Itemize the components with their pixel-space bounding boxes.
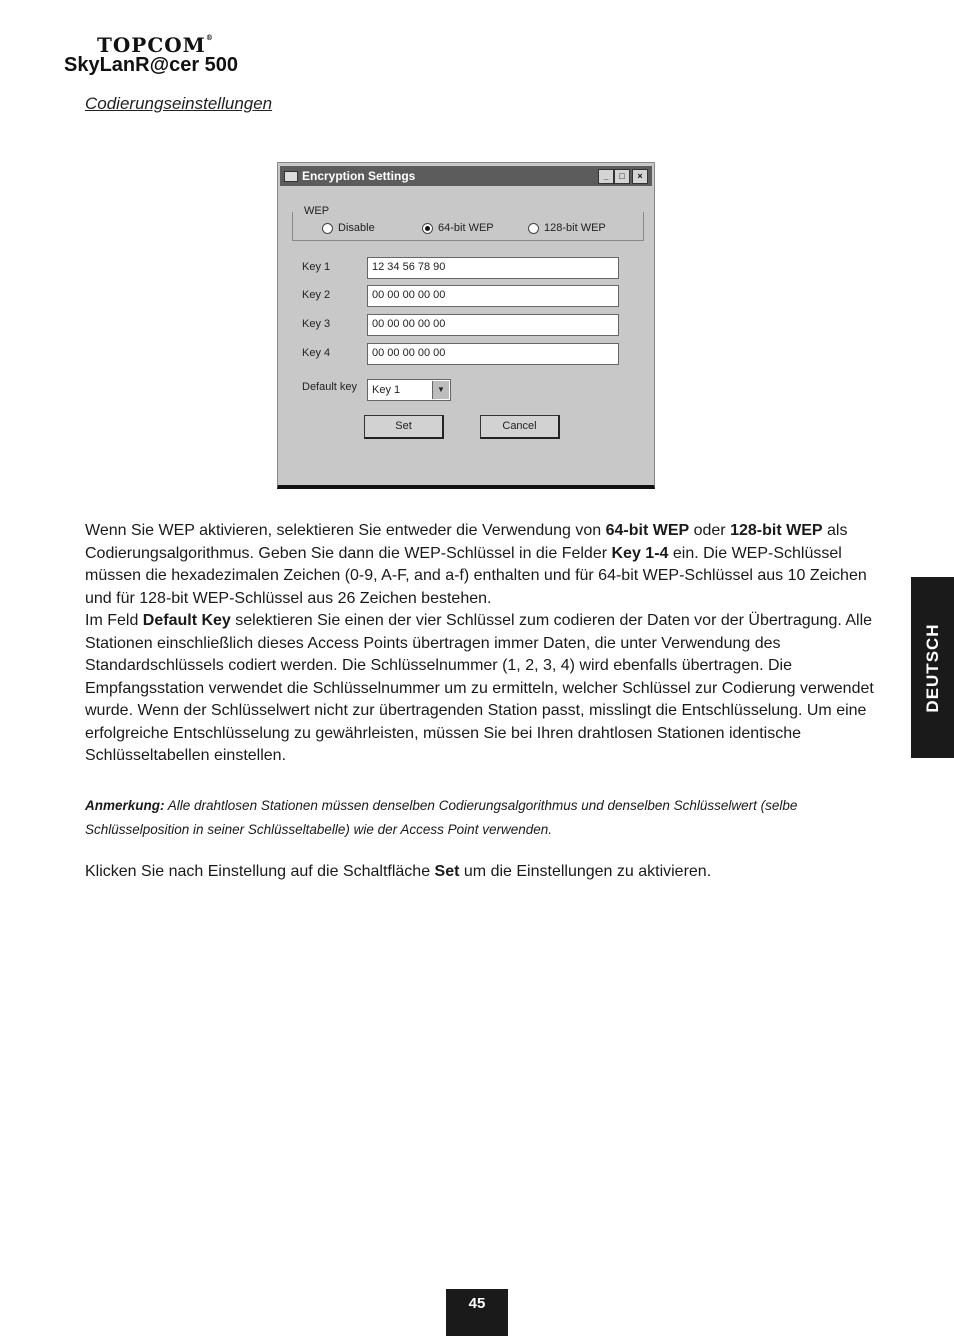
paragraph-wep: Wenn Sie WEP aktivieren, selektieren Sie entweder die Verwendung von 64-bit WEP oder 128-bit WEP als Codierungsalgorithmus. Geben Sie dann die WEP-Schlüssel in die Felder Key 1-4 ein. Die WEP-Schlüssel müssen die hexadezimalen Zeichen (0-9, A-F, and a-f) enthalten und für 64-bit WEP-Schlüssel aus 10 Zeichen und für 128-bit WEP-Schlüssel aus 26 Zeichen bestehen. [85,522,867,607]
key3-input[interactable]: 00 00 00 00 00 [367,314,619,336]
section-title: Codierungseinstellungen [85,94,273,113]
product-name: SkyLanR@cer 500 [64,54,239,76]
cancel-button[interactable]: Cancel [480,415,560,439]
radio-icon [528,223,539,234]
maximize-icon[interactable]: □ [614,169,630,184]
radio-128bit-wep[interactable] [528,222,606,234]
default-key-value: Key 1 [372,384,401,396]
body-text [85,520,875,768]
key2-input[interactable]: 00 00 00 00 00 [367,285,619,307]
dialog-titlebar [280,166,652,186]
page-number: 45 [446,1289,508,1336]
radio-icon [322,223,333,234]
closing-text: Klicken Sie nach Einstellung auf die Schaltfläche Set um die Einstellungen zu aktivieren. [85,863,712,880]
dialog-title: Encryption Settings [302,169,416,183]
minimize-icon[interactable]: _ [598,169,614,184]
key4-label: Key 4 [302,347,331,359]
radio-64bit-wep[interactable] [422,222,494,234]
note-label: Anmerkung: [85,798,165,813]
set-button[interactable]: Set [364,415,444,439]
radio-label: 128-bit WEP [544,222,606,234]
radio-checked-icon [422,223,433,234]
close-icon[interactable]: × [632,169,648,184]
key2-label: Key 2 [302,289,331,301]
default-key-select[interactable] [367,379,451,401]
radio-label: Disable [338,222,375,234]
language-tab: DEUTSCH [911,577,954,758]
system-menu-icon[interactable] [284,171,298,182]
key1-label: Key 1 [302,261,331,273]
radio-disable[interactable] [322,222,375,234]
default-key-label: Default key [302,381,358,393]
key4-input[interactable]: 00 00 00 00 00 [367,343,619,365]
encryption-settings-dialog [277,162,655,489]
key3-label: Key 3 [302,318,331,330]
radio-label: 64-bit WEP [438,222,494,234]
paragraph-default-key: Im Feld Default Key selektieren Sie einen der vier Schlüssel zum codieren der Daten vor der Übertragung. Alle Stationen einschließlich dieses Access Points übertragen immer Daten, die unter Verwendung des Standardschlüssels codiert werden. Die Schlüsselnummer (1, 2, 3, 4) wird ebenfalls übertragen. Die Empfangsstation verwendet die Schlüsselnummer um zu ermitteln, welcher Schlüssel zur Codierung verwendet wurde. Wenn der Schlüsselwert nicht zur übertragenden Station passt, misslingt die Entschlüsselung. Um eine erfolgreiche Entschlüsselung zu gewährleisten, müssen Sie bei Ihren drahtlosen Stationen identische Schlüsseltabellen einstellen. [85,612,874,764]
wep-group-label: WEP [304,205,330,217]
note-text: Alle drahtlosen Stationen müssen denselben Codierungsalgorithmus und denselben Schlüsselwert (selbe Schlüsselposition in seiner Schlüsseltabelle) wie der Access Point verwenden. [85,798,798,837]
chevron-down-icon[interactable]: ▼ [432,381,449,399]
key1-input[interactable]: 12 34 56 78 90 [367,257,619,279]
note [85,794,875,842]
brand-logo: TOPCOM® [97,33,214,57]
